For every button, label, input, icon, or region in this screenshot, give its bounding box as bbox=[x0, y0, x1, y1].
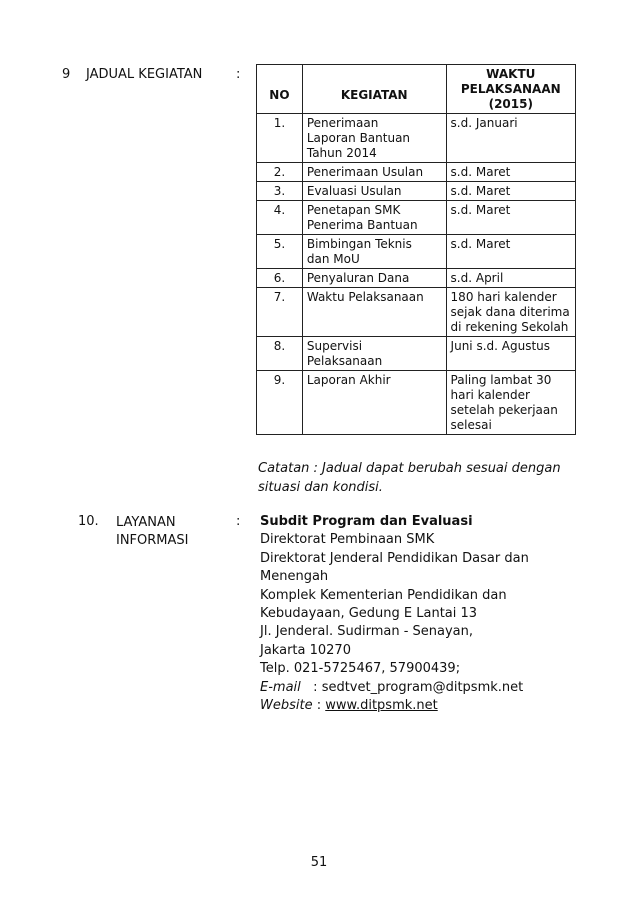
row-kegiatan-line: Laporan Akhir bbox=[306, 373, 391, 387]
row-waktu-line: s.d. Maret bbox=[450, 184, 511, 198]
row-waktu bbox=[446, 235, 575, 269]
row-kegiatan bbox=[302, 182, 446, 201]
row-waktu-line: s.d. Maret bbox=[450, 237, 511, 251]
note-line-2: situasi dan kondisi. bbox=[258, 480, 383, 495]
row-kegiatan bbox=[302, 201, 446, 235]
row-kegiatan bbox=[302, 163, 446, 182]
row-kegiatan bbox=[302, 288, 446, 337]
contact-line: Jl. Jenderal. Sudirman - Senayan, bbox=[260, 624, 474, 640]
row-no: 8. bbox=[257, 337, 303, 371]
row-waktu-line: 180 hari kalender bbox=[450, 290, 557, 304]
row-no: 6. bbox=[257, 269, 303, 288]
row-waktu-line: s.d. Maret bbox=[450, 203, 511, 217]
contact-line: Komplek Kementerian Pendidikan dan bbox=[260, 587, 507, 603]
contact-line: Jakarta 10270 bbox=[260, 642, 351, 658]
header-waktu-line3: (2015) bbox=[488, 97, 533, 111]
contact-info bbox=[260, 513, 590, 715]
table-row bbox=[257, 337, 576, 371]
row-kegiatan-line: Pelaksanaan bbox=[306, 354, 383, 368]
contact-line: Kebudayaan, Gedung E Lantai 13 bbox=[260, 606, 478, 622]
table-row bbox=[257, 269, 576, 288]
website-label: Website bbox=[260, 698, 313, 714]
schedule-header-row bbox=[257, 65, 576, 114]
row-waktu-line: Paling lambat 30 bbox=[450, 373, 552, 387]
schedule-note bbox=[258, 459, 588, 497]
row-waktu-line: hari kalender bbox=[450, 388, 530, 402]
row-kegiatan bbox=[302, 114, 446, 163]
section-10-label bbox=[116, 514, 189, 550]
row-kegiatan-line: Tahun 2014 bbox=[306, 146, 377, 160]
row-waktu bbox=[446, 371, 575, 435]
table-row bbox=[257, 163, 576, 182]
table-row bbox=[257, 201, 576, 235]
header-waktu bbox=[446, 65, 575, 114]
row-no: 3. bbox=[257, 182, 303, 201]
row-waktu bbox=[446, 114, 575, 163]
table-row bbox=[257, 288, 576, 337]
row-waktu bbox=[446, 337, 575, 371]
row-kegiatan bbox=[302, 371, 446, 435]
contact-line: Menengah bbox=[260, 569, 329, 585]
row-kegiatan bbox=[302, 269, 446, 288]
row-waktu bbox=[446, 163, 575, 182]
table-row bbox=[257, 371, 576, 435]
website-separator: : bbox=[312, 698, 326, 714]
row-kegiatan-line: Bimbingan Teknis bbox=[306, 237, 412, 251]
header-no: NO bbox=[257, 65, 303, 114]
row-no: 2. bbox=[257, 163, 303, 182]
row-waktu-line: Juni s.d. Agustus bbox=[450, 339, 551, 353]
table-row bbox=[257, 235, 576, 269]
section-9-number: 9 bbox=[62, 67, 71, 82]
section-10-colon: : bbox=[236, 514, 241, 529]
row-waktu-line: s.d. Januari bbox=[450, 116, 518, 130]
contact-line: Telp. 021-5725467, 57900439; bbox=[260, 661, 461, 677]
contact-lines bbox=[260, 531, 590, 678]
email-label: E-mail bbox=[260, 679, 301, 695]
row-waktu-line: s.d. April bbox=[450, 271, 504, 285]
row-kegiatan-line: dan MoU bbox=[306, 252, 360, 266]
row-kegiatan-line: Penyaluran Dana bbox=[306, 271, 410, 285]
row-kegiatan bbox=[302, 337, 446, 371]
row-kegiatan-line: Penerimaan bbox=[306, 116, 379, 130]
section-9-colon: : bbox=[236, 67, 241, 82]
row-no: 5. bbox=[257, 235, 303, 269]
section-10-number: 10. bbox=[78, 514, 99, 529]
row-waktu-line: setelah pekerjaan bbox=[450, 403, 558, 417]
row-waktu bbox=[446, 201, 575, 235]
contact-line: Direktorat Pembinaan SMK bbox=[260, 532, 435, 548]
row-kegiatan-line: Waktu Pelaksanaan bbox=[306, 290, 424, 304]
schedule-body bbox=[257, 114, 576, 435]
row-waktu-line: s.d. Maret bbox=[450, 165, 511, 179]
row-waktu bbox=[446, 182, 575, 201]
row-kegiatan-line: Supervisi bbox=[306, 339, 363, 353]
email-separator: : bbox=[300, 679, 322, 695]
website-line bbox=[260, 697, 590, 715]
row-no: 9. bbox=[257, 371, 303, 435]
row-waktu-line: selesai bbox=[450, 418, 492, 432]
section-9-label: JADUAL KEGIATAN bbox=[86, 67, 203, 82]
row-kegiatan-line: Laporan Bantuan bbox=[306, 131, 411, 145]
page-number: 51 bbox=[310, 855, 328, 870]
email-link[interactable]: sedtvet_program@ditpsmk.net bbox=[321, 679, 524, 695]
header-waktu-line2: PELAKSANAAN bbox=[460, 82, 561, 96]
section-10-label-line1: LAYANAN bbox=[116, 515, 176, 530]
email-line bbox=[260, 679, 590, 697]
table-row bbox=[257, 114, 576, 163]
row-kegiatan bbox=[302, 235, 446, 269]
row-kegiatan-line: Penerimaan Usulan bbox=[306, 165, 424, 179]
table-row bbox=[257, 182, 576, 201]
schedule-table bbox=[256, 64, 576, 435]
row-waktu-line: di rekening Sekolah bbox=[450, 320, 569, 334]
website-link[interactable]: www.ditpsmk.net bbox=[325, 698, 438, 714]
row-no: 4. bbox=[257, 201, 303, 235]
section-10-label-line2: INFORMASI bbox=[116, 533, 189, 548]
row-waktu bbox=[446, 288, 575, 337]
row-kegiatan-line: Penerima Bantuan bbox=[306, 218, 418, 232]
contact-line: Direktorat Jenderal Pendidikan Dasar dan bbox=[260, 550, 529, 566]
row-waktu bbox=[446, 269, 575, 288]
header-kegiatan: KEGIATAN bbox=[302, 65, 446, 114]
row-kegiatan-line: Evaluasi Usulan bbox=[306, 184, 402, 198]
row-kegiatan-line: Penetapan SMK bbox=[306, 203, 401, 217]
row-no: 1. bbox=[257, 114, 303, 163]
note-line-1: Catatan : Jadual dapat berubah sesuai dengan bbox=[258, 461, 561, 476]
row-no: 7. bbox=[257, 288, 303, 337]
header-waktu-line1: WAKTU bbox=[486, 67, 536, 81]
row-waktu-line: sejak dana diterima bbox=[450, 305, 570, 319]
contact-title: Subdit Program dan Evaluasi bbox=[260, 514, 473, 529]
